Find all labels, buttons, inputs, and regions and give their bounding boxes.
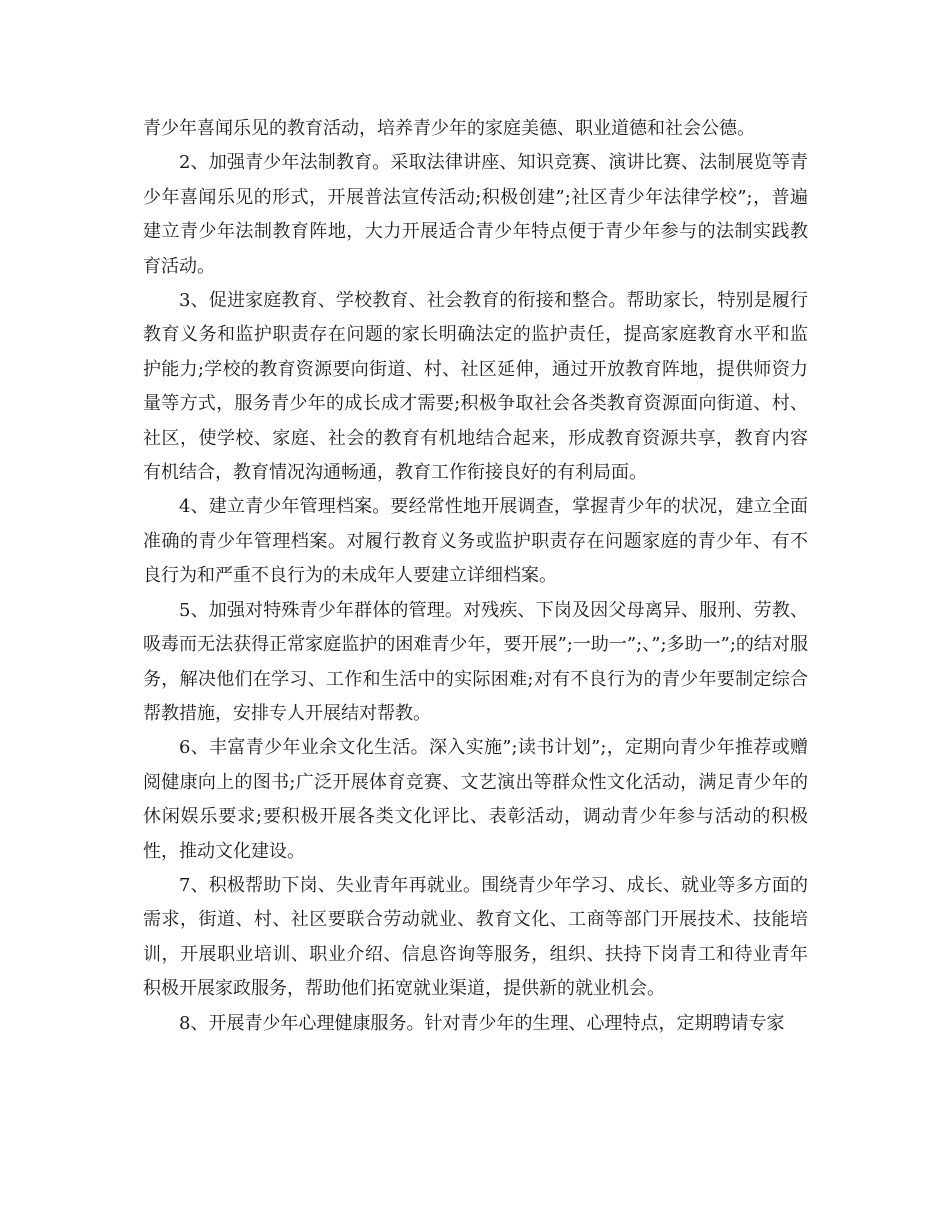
paragraph-item-7: 7、积极帮助下岗、失业青年再就业。围绕青少年学习、成长、就业等多方面的需求，街道、村、社区要联合劳动就业、教育文化、工商等部门开展技术、技能培训，开展职业培训、职业介绍、信息咨询等服务，组织、扶持下岗青工和待业青年积极开展家政服务，帮助他们拓宽就业渠道，提供新的就业机会。 <box>143 874 808 1000</box>
paragraph-item-4: 4、建立青少年管理档案。要经常性地开展调查，掌握青少年的状况，建立全面准确的青少年管理档案。对履行教育义务或监护职责存在问题家庭的青少年、有不良行为和严重不良行为的未成年人要建立详细档案。 <box>143 496 808 587</box>
paragraph-continuation: 青少年喜闻乐见的教育活动，培养青少年的家庭美德、职业道德和社会公德。 <box>143 118 755 139</box>
paragraph-item-5: 5、加强对特殊青少年群体的管理。对残疾、下岗及因父母离异、服刑、劳教、吸毒而无法获得正常家庭监护的困难青少年，要开展”;一助一”;、”;多助一”;的结对服务，解决他们在学习、工作和生活中的实际困难;对有不良行为的青少年要制定综合帮教措施，安排专人开展结对帮教。 <box>143 599 808 724</box>
paragraph-item-8: 8、开展青少年心理健康服务。针对青少年的生理、心理特点，定期聘请专家 <box>179 1012 785 1034</box>
paragraph-item-6: 6、丰富青少年业余文化生活。深入实施”;读书计划”;，定期向青少年推荐或赠阅健康向上的图书;广泛开展体育竞赛、文艺演出等群众性文化活动，满足青少年的休闲娱乐要求;要积极开展各类文化评比、表彰活动，调动青少年参与活动的积极性，推动文化建设。 <box>143 737 808 862</box>
paragraph-item-2: 2、加强青少年法制教育。采取法律讲座、知识竞赛、演讲比赛、法制展览等青少年喜闻乐见的形式，开展普法宣传活动;积极创建”;社区青少年法律学校”;，普遍建立青少年法制教育阵地，大力开展适合青少年特点便于青少年参与的法制实践教育活动。 <box>143 152 808 277</box>
paragraph-item-3: 3、促进家庭教育、学校教育、社会教育的衔接和整合。帮助家长，特别是履行教育义务和监护职责存在问题的家长明确法定的监护责任，提高家庭教育水平和监护能力;学校的教育资源要向街道、村、社区延伸，通过开放教育阵地，提供师资力量等方式，服务青少年的成长成才需要;积极争取社会各类教育资源面向街道、村、社区，使学校、家庭、社会的教育有机地结合起来，形成教育资源共享，教育内容有机结合，教育情况沟通畅通，教育工作衔接良好的有利局面。 <box>143 290 808 484</box>
document-body <box>143 112 808 1041</box>
